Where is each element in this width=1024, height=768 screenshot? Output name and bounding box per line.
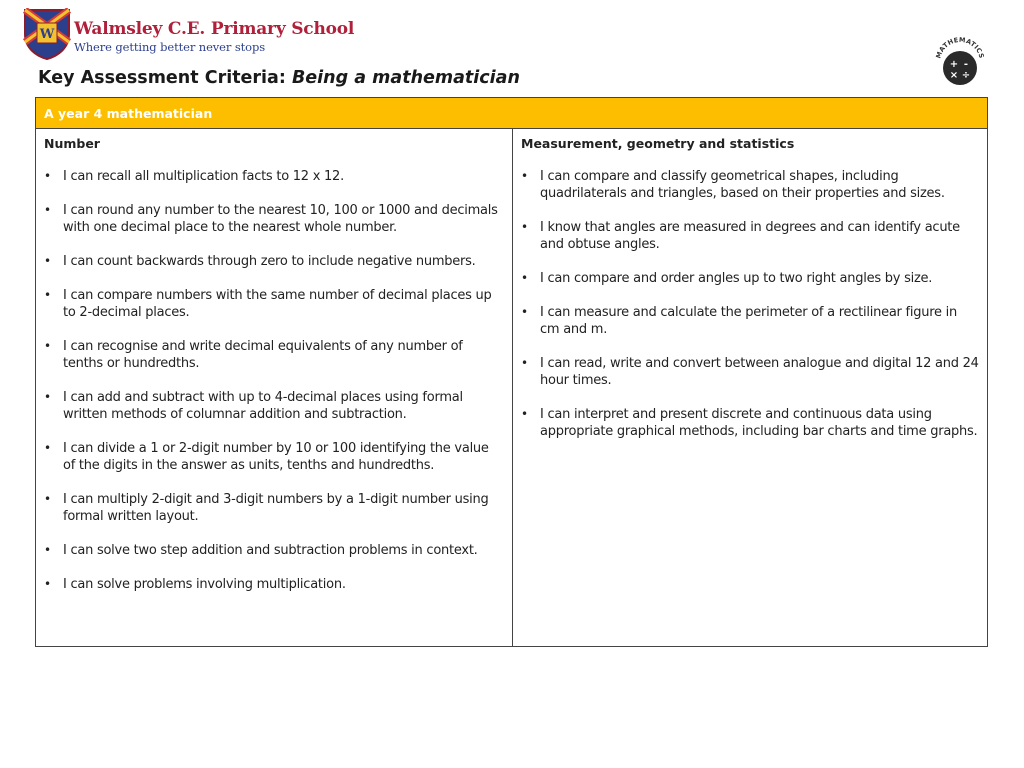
list-item: • I can compare numbers with the same number of decimal places up to 2-decimal places. — [44, 287, 504, 321]
mathematics-badge-icon — [932, 36, 988, 86]
criteria-columns — [36, 129, 987, 646]
school-tagline: Where getting better never stops — [74, 40, 266, 54]
badge-times: × — [949, 70, 959, 81]
badge-text: MATHEMATICS — [934, 36, 986, 60]
year-band-header: A year 4 mathematician — [36, 98, 987, 129]
list-item: • I can recall all multiplication facts to 12 x 12. — [44, 168, 504, 185]
number-column — [36, 129, 513, 646]
list-item: • I can solve two step addition and subtraction problems in context. — [44, 542, 504, 559]
list-item: • I can add and subtract with up to 4-decimal places using formal written methods of columnar addition and subtraction. — [44, 389, 504, 423]
list-item: • I can count backwards through zero to include negative numbers. — [44, 253, 504, 270]
list-item: • I can interpret and present discrete and continuous data using appropriate graphical methods, including bar charts and time graphs. — [521, 406, 979, 440]
number-criteria-list — [44, 168, 504, 593]
list-item: • I can measure and calculate the perimeter of a rectilinear figure in cm and m. — [521, 304, 979, 338]
list-item: • I can multiply 2-digit and 3-digit numbers by a 1-digit number using formal written layout. — [44, 491, 504, 525]
page-title-prefix: Key Assessment Criteria: — [38, 68, 292, 88]
list-item: • I can recognise and write decimal equivalents of any number of tenths or hundredths. — [44, 338, 504, 372]
measurement-criteria-list — [521, 168, 979, 440]
measurement-column — [513, 129, 987, 646]
page-title-subtitle: Being a mathematician — [291, 68, 520, 88]
criteria-table — [35, 97, 988, 647]
list-item: • I can round any number to the nearest 10, 100 or 1000 and decimals with one decimal place to the nearest whole number. — [44, 202, 504, 236]
list-item: • I know that angles are measured in degrees and can identify acute and obtuse angles. — [521, 219, 979, 253]
list-item: • I can divide a 1 or 2-digit number by 10 or 100 identifying the value of the digits in the answer as units, tenths and hundredths. — [44, 440, 504, 474]
school-logo — [22, 8, 355, 60]
page-title — [38, 68, 520, 88]
list-item: • I can compare and order angles up to two right angles by size. — [521, 270, 979, 287]
badge-plus: + — [949, 59, 959, 70]
number-heading: Number — [44, 136, 100, 151]
badge-minus: - — [963, 59, 969, 70]
badge-divide: ÷ — [961, 70, 971, 81]
list-item: • I can compare and classify geometrical shapes, including quadrilaterals and triangles, based on their properties and sizes. — [521, 168, 979, 202]
school-name: Walmsley C.E. Primary School — [74, 19, 355, 39]
list-item: • I can read, write and convert between analogue and digital 12 and 24 hour times. — [521, 355, 979, 389]
measurement-heading: Measurement, geometry and statistics — [521, 136, 795, 151]
list-item: • I can solve problems involving multiplication. — [44, 576, 504, 593]
school-crest-icon — [22, 8, 72, 60]
crest-letter: W — [39, 27, 55, 42]
